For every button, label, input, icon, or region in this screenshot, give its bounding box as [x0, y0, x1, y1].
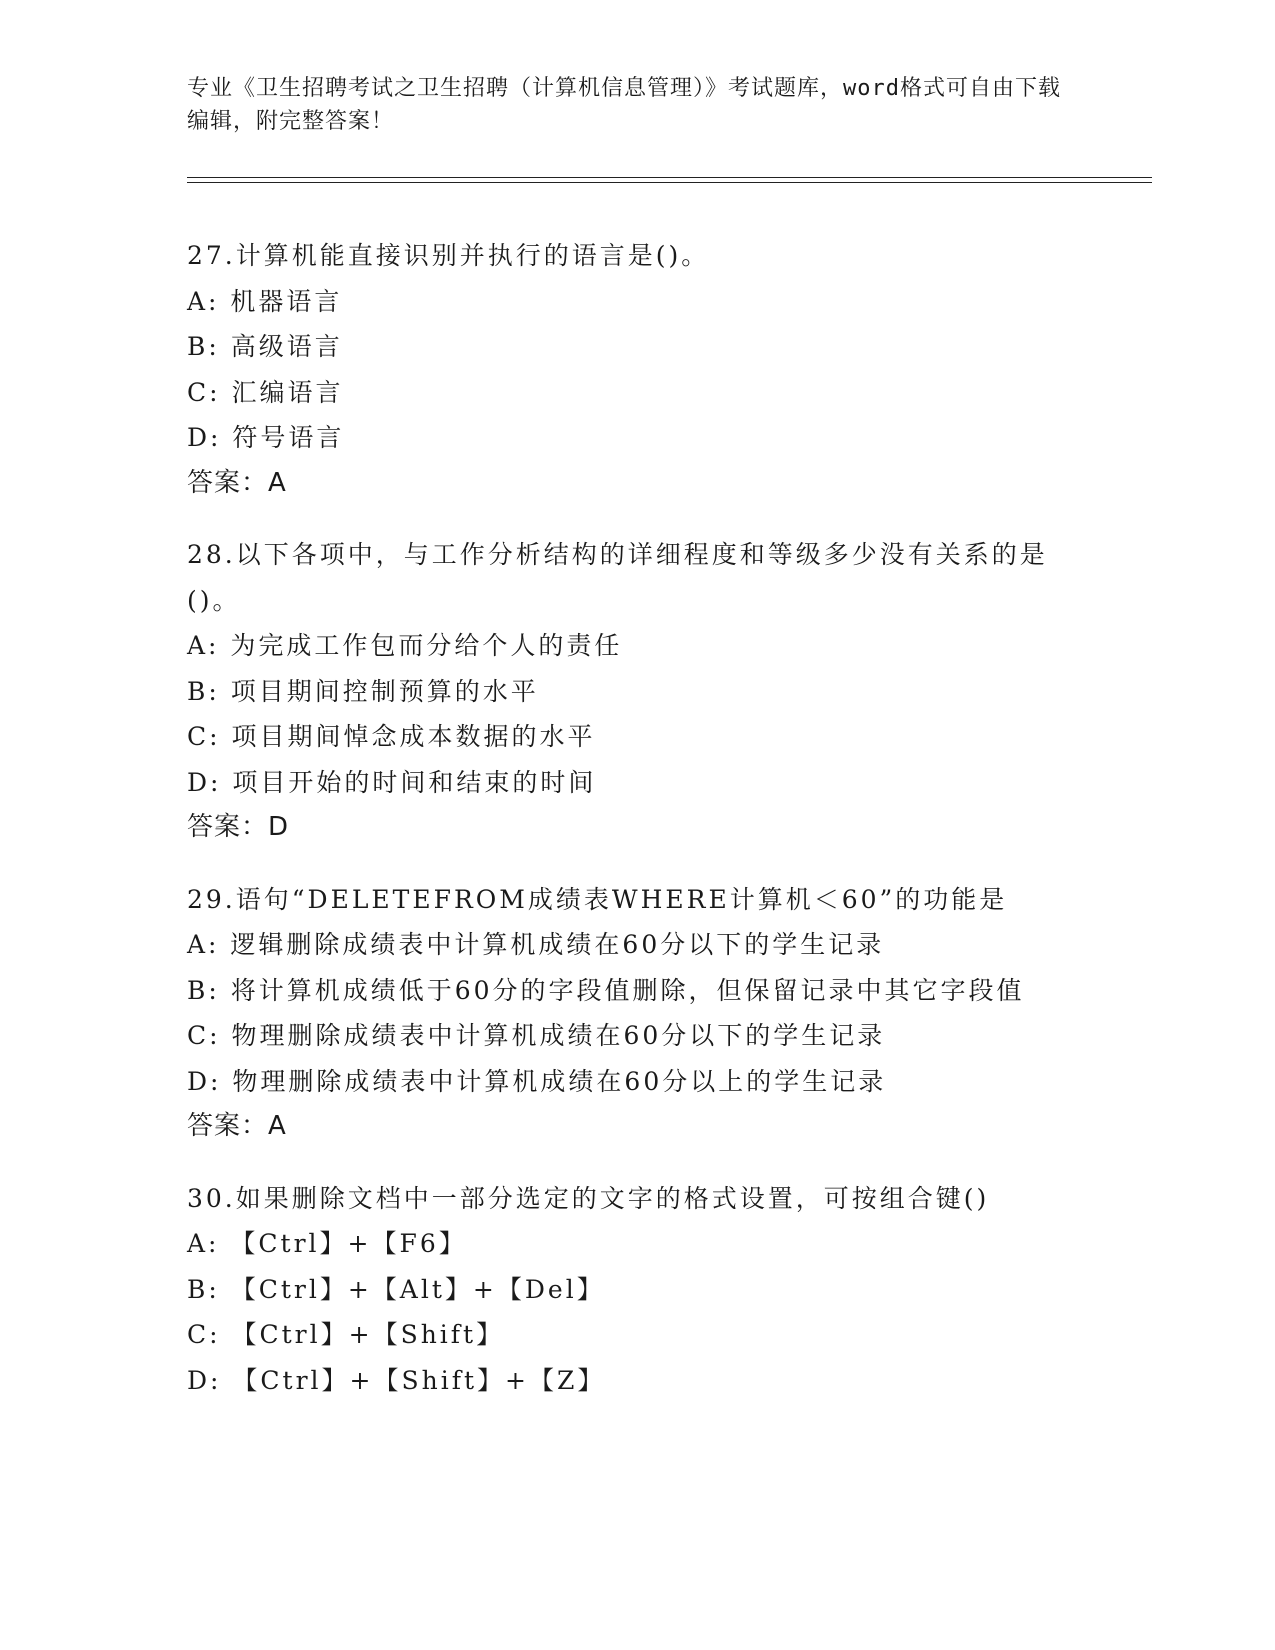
option-a: A: 逻辑删除成绩表中计算机成绩在60分以下的学生记录 [187, 930, 885, 959]
option-a: A: 【Ctrl】+【F6】 [187, 1229, 467, 1258]
option-c: C: 物理删除成绩表中计算机成绩在60分以下的学生记录 [187, 1021, 886, 1050]
question-29 [187, 877, 1087, 1150]
option-d: D: 【Ctrl】+【Shift】+【Z】 [187, 1365, 606, 1395]
question-list [187, 233, 1087, 1429]
question-text: 30.如果删除文档中一部分选定的文字的格式设置，可按组合键() [187, 1183, 990, 1213]
option-b: B: 高级语言 [187, 332, 343, 361]
question-text: 29.语句“DELETEFROM成绩表WHERE计算机＜60”的功能是 [187, 884, 1008, 914]
option-b: B: 将计算机成绩低于60分的字段值删除，但保留记录中其它字段值 [187, 975, 1025, 1005]
option-b: B: 【Ctrl】+【Alt】+【Del】 [187, 1274, 605, 1304]
option-c: C: 【Ctrl】+【Shift】 [187, 1320, 505, 1349]
question-28 [187, 532, 1087, 851]
option-c: C: 汇编语言 [187, 377, 344, 407]
question-30 [187, 1176, 1087, 1404]
option-b: B: 项目期间控制预算的水平 [187, 676, 539, 706]
document-header: 专业《卫生招聘考试之卫生招聘（计算机信息管理）》考试题库，word格式可自由下载编辑，附完整答案！ [187, 76, 1061, 134]
answer-label: 答案：D [187, 812, 290, 842]
header-rule-bottom [187, 182, 1152, 183]
option-c: C: 项目期间悼念成本数据的水平 [187, 722, 596, 751]
option-a: A: 机器语言 [187, 286, 343, 316]
answer-label: 答案：A [187, 1111, 287, 1141]
question-27 [187, 233, 1087, 506]
question-text: 27.计算机能直接识别并执行的语言是()。 [187, 241, 710, 270]
option-a: A: 为完成工作包而分给个人的责任 [187, 631, 623, 660]
option-d: D: 物理删除成绩表中计算机成绩在60分以上的学生记录 [187, 1066, 887, 1096]
answer-label: 答案：A [187, 467, 287, 498]
option-d: D: 符号语言 [187, 423, 345, 452]
question-text: 28.以下各项中，与工作分析结构的详细程度和等级多少没有关系的是()。 [187, 540, 1048, 615]
option-d: D: 项目开始的时间和结束的时间 [187, 767, 597, 797]
header-rule-top [187, 177, 1152, 178]
